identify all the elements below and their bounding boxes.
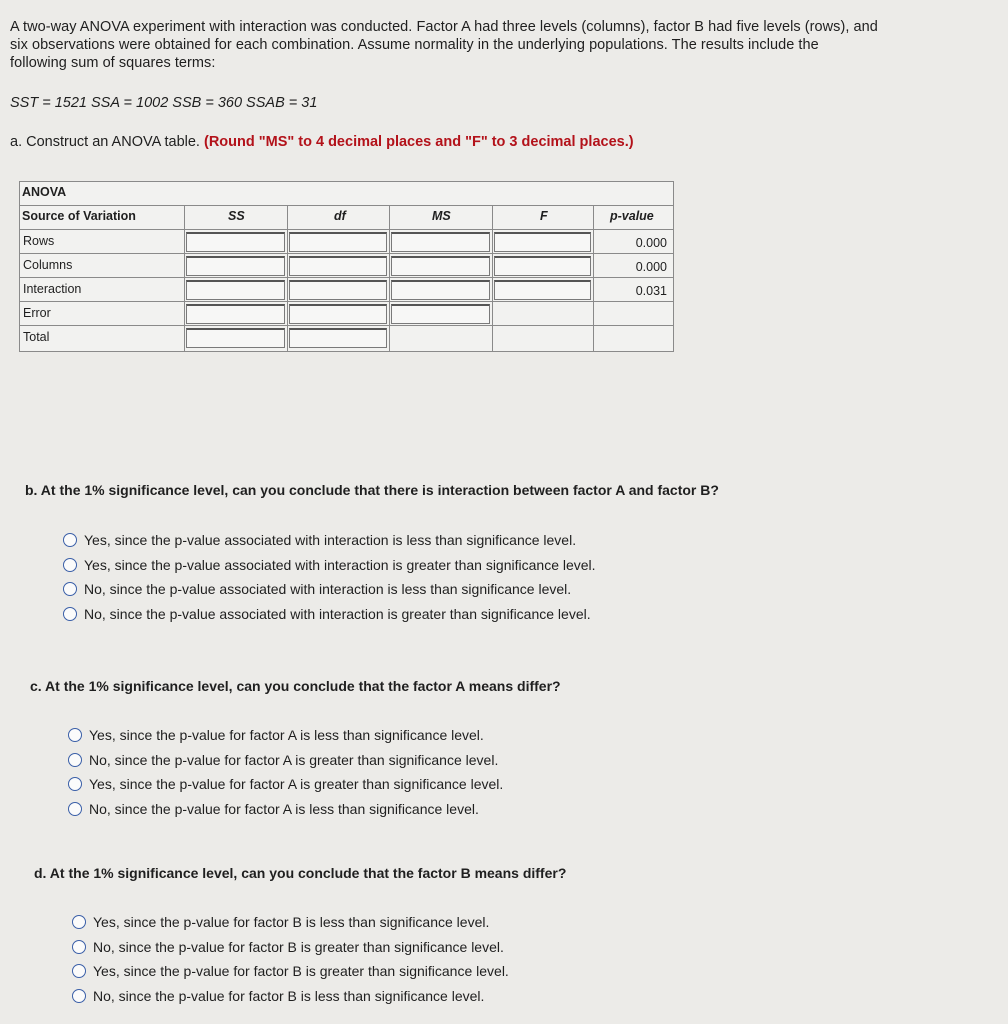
intro-line-1: A two-way ANOVA experiment with interaction was conducted. Factor A had three levels (columns), factor B had five levels (rows), and	[10, 19, 878, 35]
radio-button-icon[interactable]	[72, 915, 86, 929]
error-ss-input[interactable]	[186, 304, 285, 324]
header-source: Source of Variation	[22, 209, 136, 223]
part-c-options	[68, 723, 503, 821]
part-d-question: d. At the 1% significance level, can you conclude that the factor B means differ?	[34, 865, 567, 881]
radio-button-icon[interactable]	[63, 607, 77, 621]
part-b-option-1[interactable]	[63, 528, 596, 553]
row-label-interaction: Interaction	[23, 282, 82, 296]
part-b-options	[63, 528, 596, 626]
part-b-option-2[interactable]	[63, 553, 596, 578]
row-label-rows: Rows	[23, 234, 55, 248]
header-ss: SS	[228, 209, 245, 223]
part-d-option-2[interactable]	[72, 935, 509, 960]
error-ms-input[interactable]	[391, 304, 490, 324]
radio-button-icon[interactable]	[72, 940, 86, 954]
rows-df-input[interactable]	[289, 232, 387, 252]
rows-ss-input[interactable]	[186, 232, 285, 252]
option-label: Yes, since the p-value for factor A is greater than significance level.	[89, 776, 504, 793]
option-label: No, since the p-value associated with interaction is less than significance level.	[84, 581, 572, 598]
intro-line-3: following sum of squares terms:	[10, 55, 216, 71]
header-df: df	[334, 209, 346, 223]
radio-button-icon[interactable]	[72, 989, 86, 1003]
option-label: Yes, since the p-value for factor A is less than significance level.	[89, 727, 484, 744]
part-b-option-3[interactable]	[63, 577, 596, 602]
sum-of-squares-values: SST = 1521 SSA = 1002 SSB = 360 SSAB = 31	[10, 95, 318, 111]
table-caption: ANOVA	[22, 185, 67, 199]
option-label: No, since the p-value for factor A is greater than significance level.	[89, 751, 499, 768]
radio-button-icon[interactable]	[68, 728, 82, 742]
part-a-label: a. Construct an ANOVA table.	[10, 134, 200, 150]
option-label: Yes, since the p-value associated with interaction is less than significance level.	[84, 532, 577, 549]
row-label-error: Error	[23, 306, 51, 320]
row-label-total: Total	[23, 330, 50, 344]
option-label: No, since the p-value for factor B is greater than significance level.	[93, 938, 504, 955]
header-p-value: p-value	[610, 209, 654, 223]
rounding-instruction: (Round "MS" to 4 decimal places and "F" to 3 decimal places.)	[203, 134, 634, 150]
interaction-f-input[interactable]	[494, 280, 591, 300]
radio-button-icon[interactable]	[72, 964, 86, 978]
columns-ms-input[interactable]	[391, 256, 490, 276]
header-f: F	[540, 209, 548, 223]
problem-statement	[10, 18, 995, 72]
part-d-options	[72, 910, 509, 1008]
p-value-columns: 0.000	[635, 260, 667, 274]
interaction-ms-input[interactable]	[391, 280, 490, 300]
rows-f-input[interactable]	[494, 232, 591, 252]
radio-button-icon[interactable]	[68, 802, 82, 816]
part-a-prompt	[10, 134, 634, 150]
anova-table	[19, 181, 674, 352]
option-label: Yes, since the p-value for factor B is less than significance level.	[93, 914, 490, 931]
columns-df-input[interactable]	[289, 256, 387, 276]
option-label: No, since the p-value associated with interaction is greater than significance level.	[84, 605, 591, 622]
total-df-input[interactable]	[289, 328, 387, 348]
row-label-columns: Columns	[23, 258, 73, 272]
header-ms: MS	[432, 209, 451, 223]
p-value-rows: 0.000	[635, 236, 667, 250]
radio-button-icon[interactable]	[68, 753, 82, 767]
rows-ms-input[interactable]	[391, 232, 490, 252]
option-label: Yes, since the p-value associated with interaction is greater than significance level.	[84, 556, 596, 573]
radio-button-icon[interactable]	[63, 558, 77, 572]
part-b-question: b. At the 1% significance level, can you conclude that there is interaction between factor A and factor B?	[25, 482, 719, 498]
part-d-option-1[interactable]	[72, 910, 509, 935]
part-b-option-4[interactable]	[63, 602, 596, 627]
interaction-df-input[interactable]	[289, 280, 387, 300]
columns-f-input[interactable]	[494, 256, 591, 276]
radio-button-icon[interactable]	[63, 533, 77, 547]
part-c-question: c. At the 1% significance level, can you conclude that the factor A means differ?	[30, 678, 561, 694]
part-d-option-3[interactable]	[72, 959, 509, 984]
option-label: No, since the p-value for factor B is less than significance level.	[93, 987, 485, 1004]
part-c-option-4[interactable]	[68, 797, 503, 822]
p-value-interaction: 0.031	[635, 284, 667, 298]
part-d-option-4[interactable]	[72, 984, 509, 1009]
total-ss-input[interactable]	[186, 328, 285, 348]
part-c-option-1[interactable]	[68, 723, 503, 748]
part-c-option-2[interactable]	[68, 748, 503, 773]
radio-button-icon[interactable]	[63, 582, 77, 596]
columns-ss-input[interactable]	[186, 256, 285, 276]
option-label: Yes, since the p-value for factor B is greater than significance level.	[93, 963, 509, 980]
radio-button-icon[interactable]	[68, 777, 82, 791]
part-c-option-3[interactable]	[68, 772, 503, 797]
intro-line-2: six observations were obtained for each combination. Assume normality in the underlying populations. The results include the	[10, 37, 819, 53]
interaction-ss-input[interactable]	[186, 280, 285, 300]
error-df-input[interactable]	[289, 304, 387, 324]
option-label: No, since the p-value for factor A is less than significance level.	[89, 800, 479, 817]
